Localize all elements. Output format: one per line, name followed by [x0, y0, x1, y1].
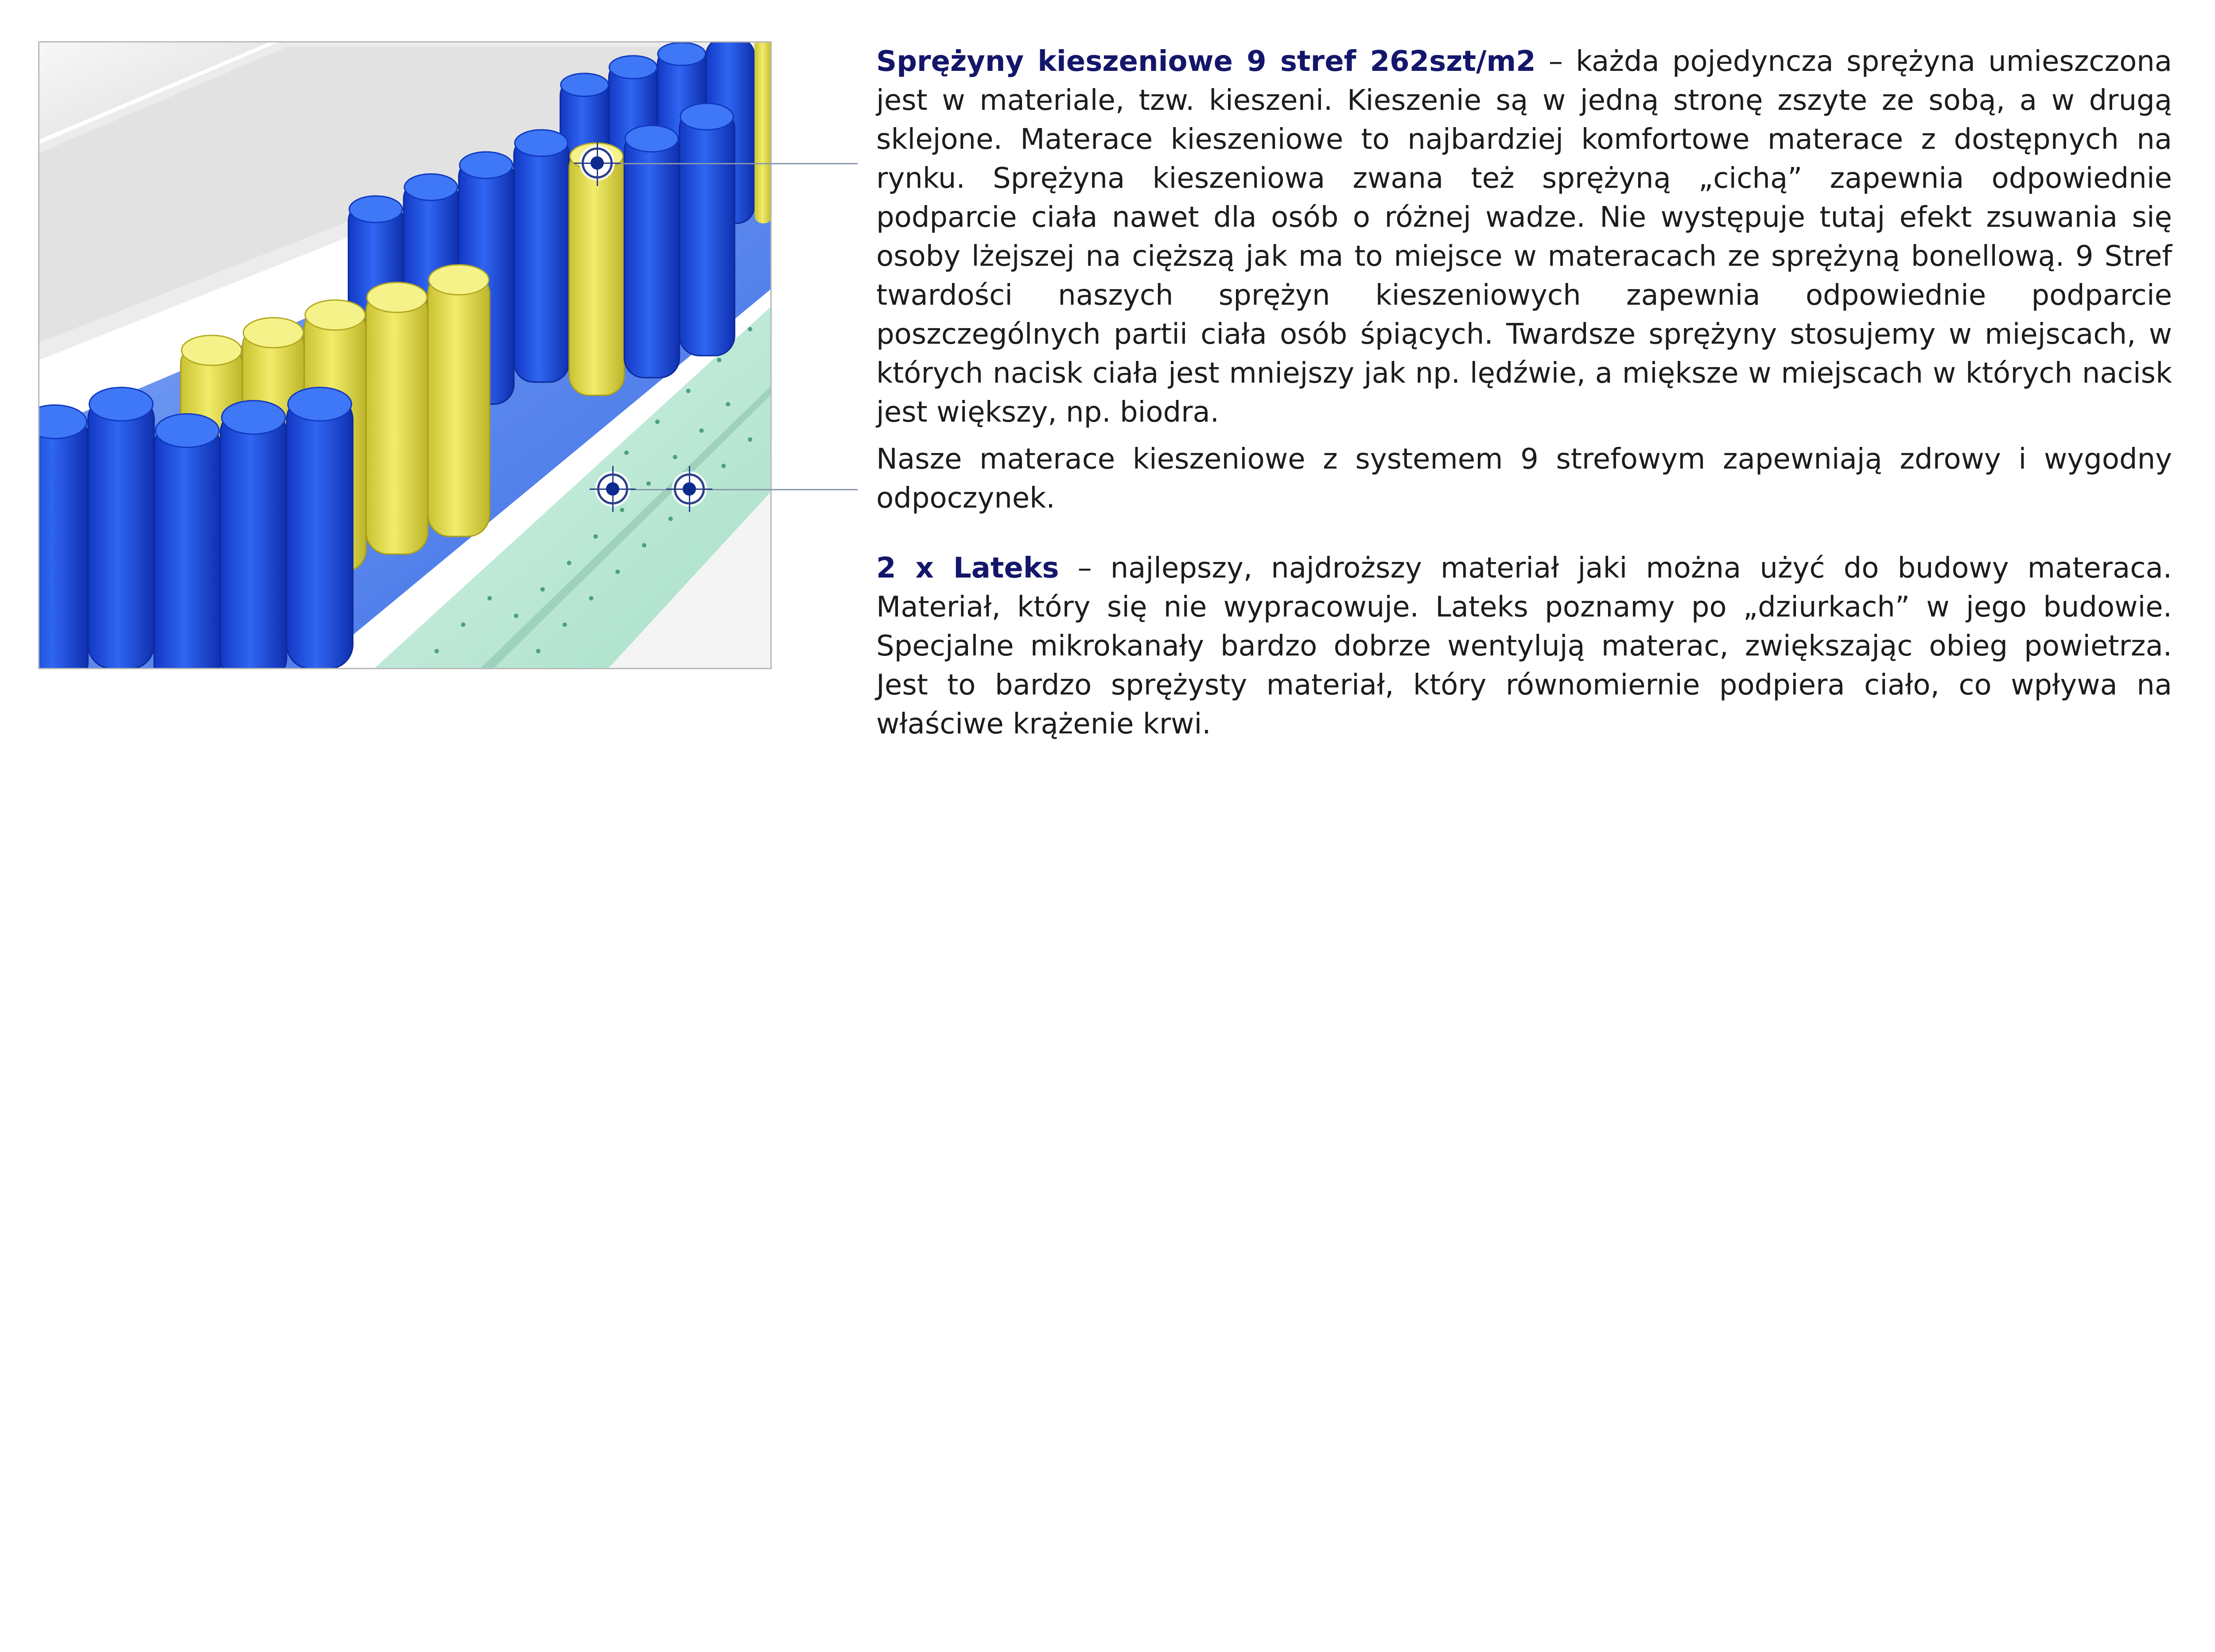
springs-summary: Nasze materace kieszeniowe z systemem 9 strefowym zapewniają zdrowy i wygodny odpoczynek. — [876, 443, 2172, 515]
latex-callout-line — [602, 489, 858, 490]
latex-callout-marker-2 — [674, 473, 705, 504]
mattress-illustration — [39, 43, 770, 668]
latex-description — [876, 549, 2172, 744]
spring-callout-marker — [582, 147, 613, 178]
springs-description — [876, 42, 2172, 432]
mattress-cross-section-image — [38, 41, 772, 669]
spring-callout-line — [611, 163, 858, 164]
springs-text: – każda pojedyncza sprężyna umieszczona jest w materiale, tzw. kieszeni. Kieszenie są w jedną stronę zszyte ze sobą, a w drugą sklejone. Materace kieszeniowe to najbardziej komfortowe materace z dostępnych na rynku. Sprężyna kieszeniowa zwana też sprężyną „cichą” zapewnia odpowiednie podparcie ciała nawet dla osób o różnej wadze. Nie występuje tutaj efekt zsuwania się osoby lżejszej na cięższą jak ma to miejsce w materacach ze sprężyną bonellową. 9 Stref twardości naszych sprężyn kieszeniowych zapewnia odpowiednie podparcie poszczególnych partii ciała osób śpiących. Twardsze sprężyny stosujemy w miejscach, w których nacisk ciała jest mniejszy jak np. lędźwie, a miększe w miejscach w których nacisk jest większy, np. biodra. — [876, 45, 2172, 429]
latex-text: – najlepszy, najdroższy materiał jaki można użyć do budowy materaca. Materiał, który się nie wypracowuje. Lateks poznamy po „dziurkach” w jego budowie. Specjalne mikrokanały bardzo dobrze wentylują materac, zwiększając obieg powietrza. Jest to bardzo sprężysty materiał, który równomiernie podpiera ciało, co wpływa na właściwe krążenie krwi. — [876, 552, 2172, 741]
latex-callout-marker-1 — [597, 473, 628, 504]
description-column — [876, 42, 2172, 744]
springs-heading: Sprężyny kieszeniowe 9 stref 262szt/m2 — [876, 45, 1536, 78]
latex-heading: 2 x Lateks — [876, 552, 1059, 585]
